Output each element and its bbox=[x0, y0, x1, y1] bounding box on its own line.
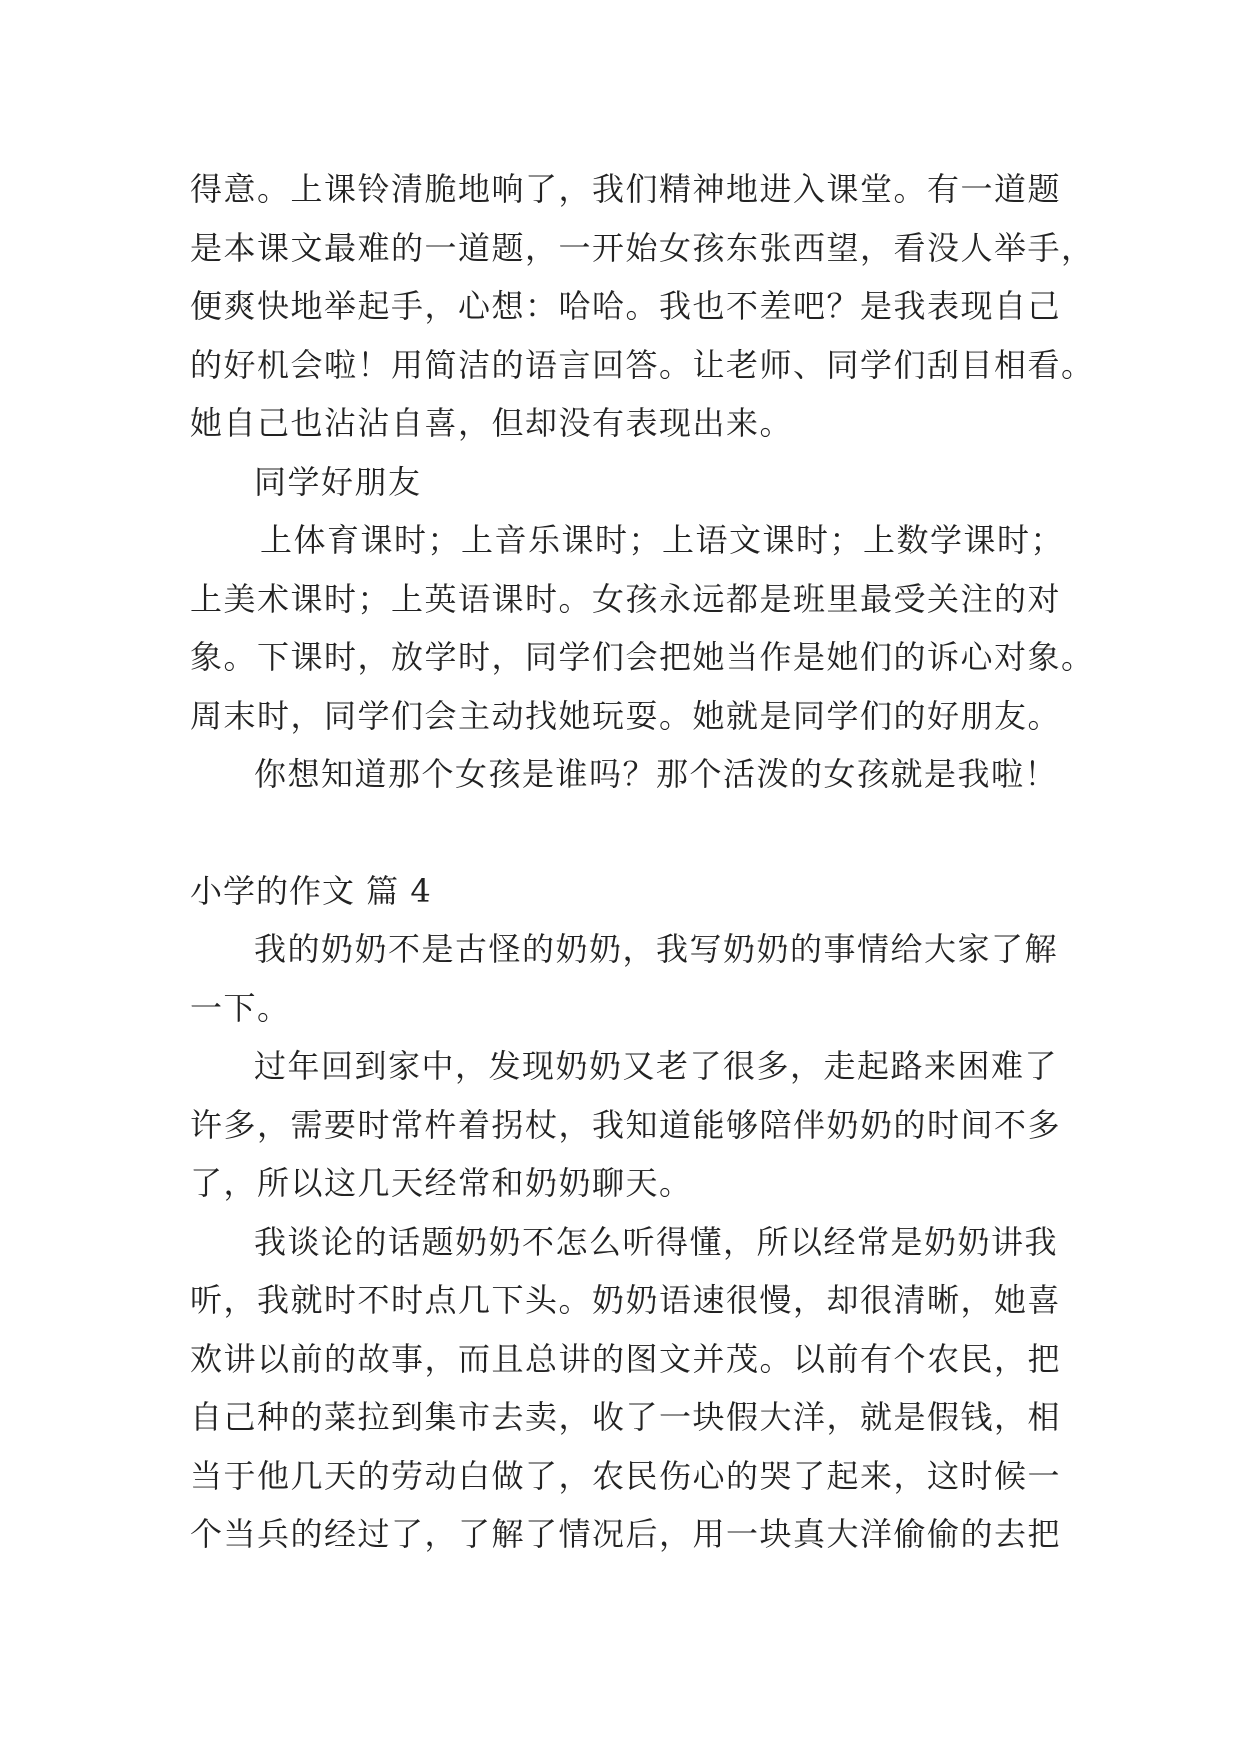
text-line: 一下。 bbox=[190, 988, 291, 1027]
text-line: 我谈论的话题奶奶不怎么听得懂，所以经常是奶奶讲我 bbox=[254, 1222, 1059, 1261]
text-line: 欢讲以前的故事，而且总讲的图文并茂。以前有个农民，把 bbox=[190, 1339, 1062, 1378]
text-line: 个当兵的经过了，了解了情况后，用一块真大洋偷偷的去把 bbox=[190, 1515, 1062, 1553]
paragraph-conclusion bbox=[190, 745, 1070, 804]
subheading-good-friend: 同学好朋友 bbox=[254, 462, 422, 501]
text-line: 我的奶奶不是古怪的奶奶，我写奶奶的事情给大家了解 bbox=[254, 930, 1059, 968]
text-line: 听，我就时不时点几下头。奶奶语速很慢，却很清晰，她喜 bbox=[190, 1281, 1062, 1319]
paragraph-girl-classroom bbox=[190, 160, 1095, 453]
text-line: 当于他几天的劳动白做了，农民伤心的哭了起来，这时候一 bbox=[190, 1456, 1062, 1495]
essay-title: 小学的作文 篇 4 bbox=[190, 871, 432, 910]
text-line: 自己种的菜拉到集市去卖，收了一块假大洋，就是假钱，相 bbox=[190, 1398, 1062, 1436]
text-line: 许多，需要时常杵着拐杖，我知道能够陪伴奶奶的时间不多 bbox=[190, 1105, 1062, 1144]
paragraph-classes bbox=[190, 511, 1095, 745]
text-line: 的好机会啦！用简洁的语言回答。让老师、同学们刮目相看。 bbox=[190, 345, 1095, 384]
paragraph-grandma-stories bbox=[190, 1213, 1070, 1564]
paragraph-new-year-visit bbox=[190, 1037, 1070, 1213]
text-line: 象。下课时，放学时，同学们会把她当作是她们的诉心对象。 bbox=[190, 638, 1095, 676]
text-line: 便爽快地举起手，心想：哈哈。我也不差吧？是我表现自己 bbox=[190, 287, 1062, 325]
text-line: 周末时，同学们会主动找她玩耍。她就是同学们的好朋友。 bbox=[190, 696, 1062, 735]
text-line: 上体育课时；上音乐课时；上语文课时；上数学课时； bbox=[260, 521, 1065, 559]
text-line: 她自己也沾沾自喜，但却没有表现出来。 bbox=[190, 404, 794, 442]
text-line: 是本课文最难的一道题，一开始女孩东张西望，看没人举手， bbox=[190, 228, 1095, 267]
text-line: 得意。上课铃清脆地响了，我们精神地进入课堂。有一道题 bbox=[190, 170, 1062, 208]
text-line: 上美术课时；上英语课时。女孩永远都是班里最受关注的对 bbox=[190, 579, 1062, 618]
document-body bbox=[190, 160, 1095, 1564]
text-line: 过年回到家中，发现奶奶又老了很多，走起路来困难了 bbox=[254, 1047, 1059, 1085]
text-line: 你想知道那个女孩是谁吗？那个活泼的女孩就是我啦！ bbox=[254, 755, 1059, 793]
text-line: 了，所以这几天经常和奶奶聊天。 bbox=[190, 1164, 693, 1202]
paragraph-grandma-intro bbox=[190, 920, 1070, 1037]
section-spacer bbox=[190, 804, 1070, 862]
